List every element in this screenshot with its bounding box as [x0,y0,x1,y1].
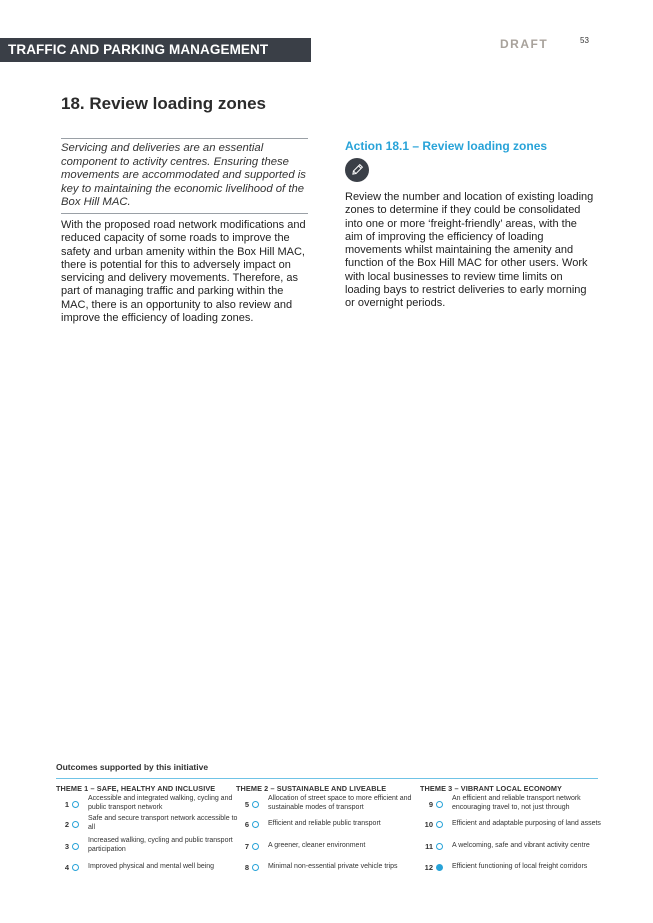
outcome-item [56,814,238,834]
pencil-icon [345,158,369,182]
outcome-unselected-icon [252,821,259,828]
outcome-text: Increased walking, cycling and public transport participation [88,837,233,853]
outcome-unselected-icon [72,864,79,871]
outcome-text: Efficient and reliable public transport [268,819,381,827]
outcome-number: 7 [244,841,249,851]
outcome-number: 1 [64,799,69,809]
outcome-text: Accessible and integrated walking, cycling and public transport network [88,795,233,811]
outcome-number: 10 [424,819,433,829]
action-heading: Action 18.1 – Review loading zones [345,139,548,153]
outcome-text: A greener, cleaner environment [268,841,366,849]
outcome-text: Efficient and adaptable purposing of land assets [452,819,601,827]
outcome-unselected-icon [436,843,443,850]
theme-column-3 [420,784,562,793]
outcomes-divider [56,778,598,779]
theme-title: THEME 1 – SAFE, HEALTHY AND INCLUSIVE [56,784,216,793]
outcome-item [236,857,428,877]
theme-title: THEME 3 – VIBRANT LOCAL ECONOMY [420,784,563,793]
outcome-selected-icon [436,864,443,871]
outcomes-title: Outcomes supported by this initiative [56,762,209,772]
outcome-number: 5 [244,799,249,809]
outcome-item [56,794,238,814]
draft-watermark: DRAFT [500,37,549,51]
outcome-item [420,814,612,834]
lead-quote: Servicing and deliveries are an essential component to activity centres. Ensuring these movements are accommodated and supported is key to maintaining the economic livelihood of the Box Hill MAC. [61,138,308,214]
outcome-text: Minimal non-essential private vehicle trips [268,862,398,870]
outcome-item [420,857,612,877]
outcome-item [236,814,428,834]
outcome-number: 11 [425,841,433,851]
theme-column-2 [236,784,386,793]
outcome-unselected-icon [252,843,259,850]
outcome-number: 4 [64,862,69,872]
outcome-number: 2 [64,819,69,829]
section-header: TRAFFIC AND PARKING MANAGEMENT [0,38,311,62]
outcome-number: 9 [428,799,433,809]
outcome-item [420,836,612,856]
outcome-unselected-icon [72,843,79,850]
outcome-unselected-icon [436,801,443,808]
page-number: 53 [580,36,589,45]
outcome-text: Safe and secure transport network accessible to all [88,815,238,831]
outcome-number: 8 [244,862,249,872]
outcome-item [420,794,612,814]
outcome-unselected-icon [436,821,443,828]
outcome-number: 12 [424,862,433,872]
lead-body: With the proposed road network modifications and reduced capacity of some roads to improve the safety and urban amenity within the Box Hill MAC, there is potential for this to adversely impact on servicing and delivery movements. Therefore, as part of managing traffic and parking within the MAC, there is an opportunity to also review and improve the efficiency of loading zones. [61,219,306,325]
outcome-unselected-icon [252,801,259,808]
outcome-unselected-icon [252,864,259,871]
theme-column-1 [56,784,215,793]
outcome-text: Allocation of street space to more efficient and sustainable modes of transport [268,795,412,811]
outcome-unselected-icon [72,801,79,808]
outcome-item [56,836,238,856]
outcome-item [236,794,428,814]
outcome-text: Efficient functioning of local freight corridors [452,862,588,870]
outcome-number: 3 [64,841,69,851]
outcome-number: 6 [244,819,249,829]
outcome-text: An efficient and reliable transport network encouraging travel to, not just through [452,795,581,811]
page-title: 18. Review loading zones [61,94,267,113]
outcome-item [56,857,238,877]
action-body: Review the number and location of existing loading zones to determine if they could be consolidated into one or more ‘freight-friendly’ areas, with the aim of improving the efficiency of loading movements whilst maintaining the amenity and function of the Box Hill MAC for other users. Work with local businesses to review time limits on loading bays to restrict deliveries to early morning or overnight periods. [345,191,594,310]
theme-title: THEME 2 – SUSTAINABLE AND LIVEABLE [236,784,387,793]
outcome-text: Improved physical and mental well being [88,862,215,870]
outcome-unselected-icon [72,821,79,828]
outcome-item [236,836,428,856]
outcome-text: A welcoming, safe and vibrant activity centre [452,841,590,849]
